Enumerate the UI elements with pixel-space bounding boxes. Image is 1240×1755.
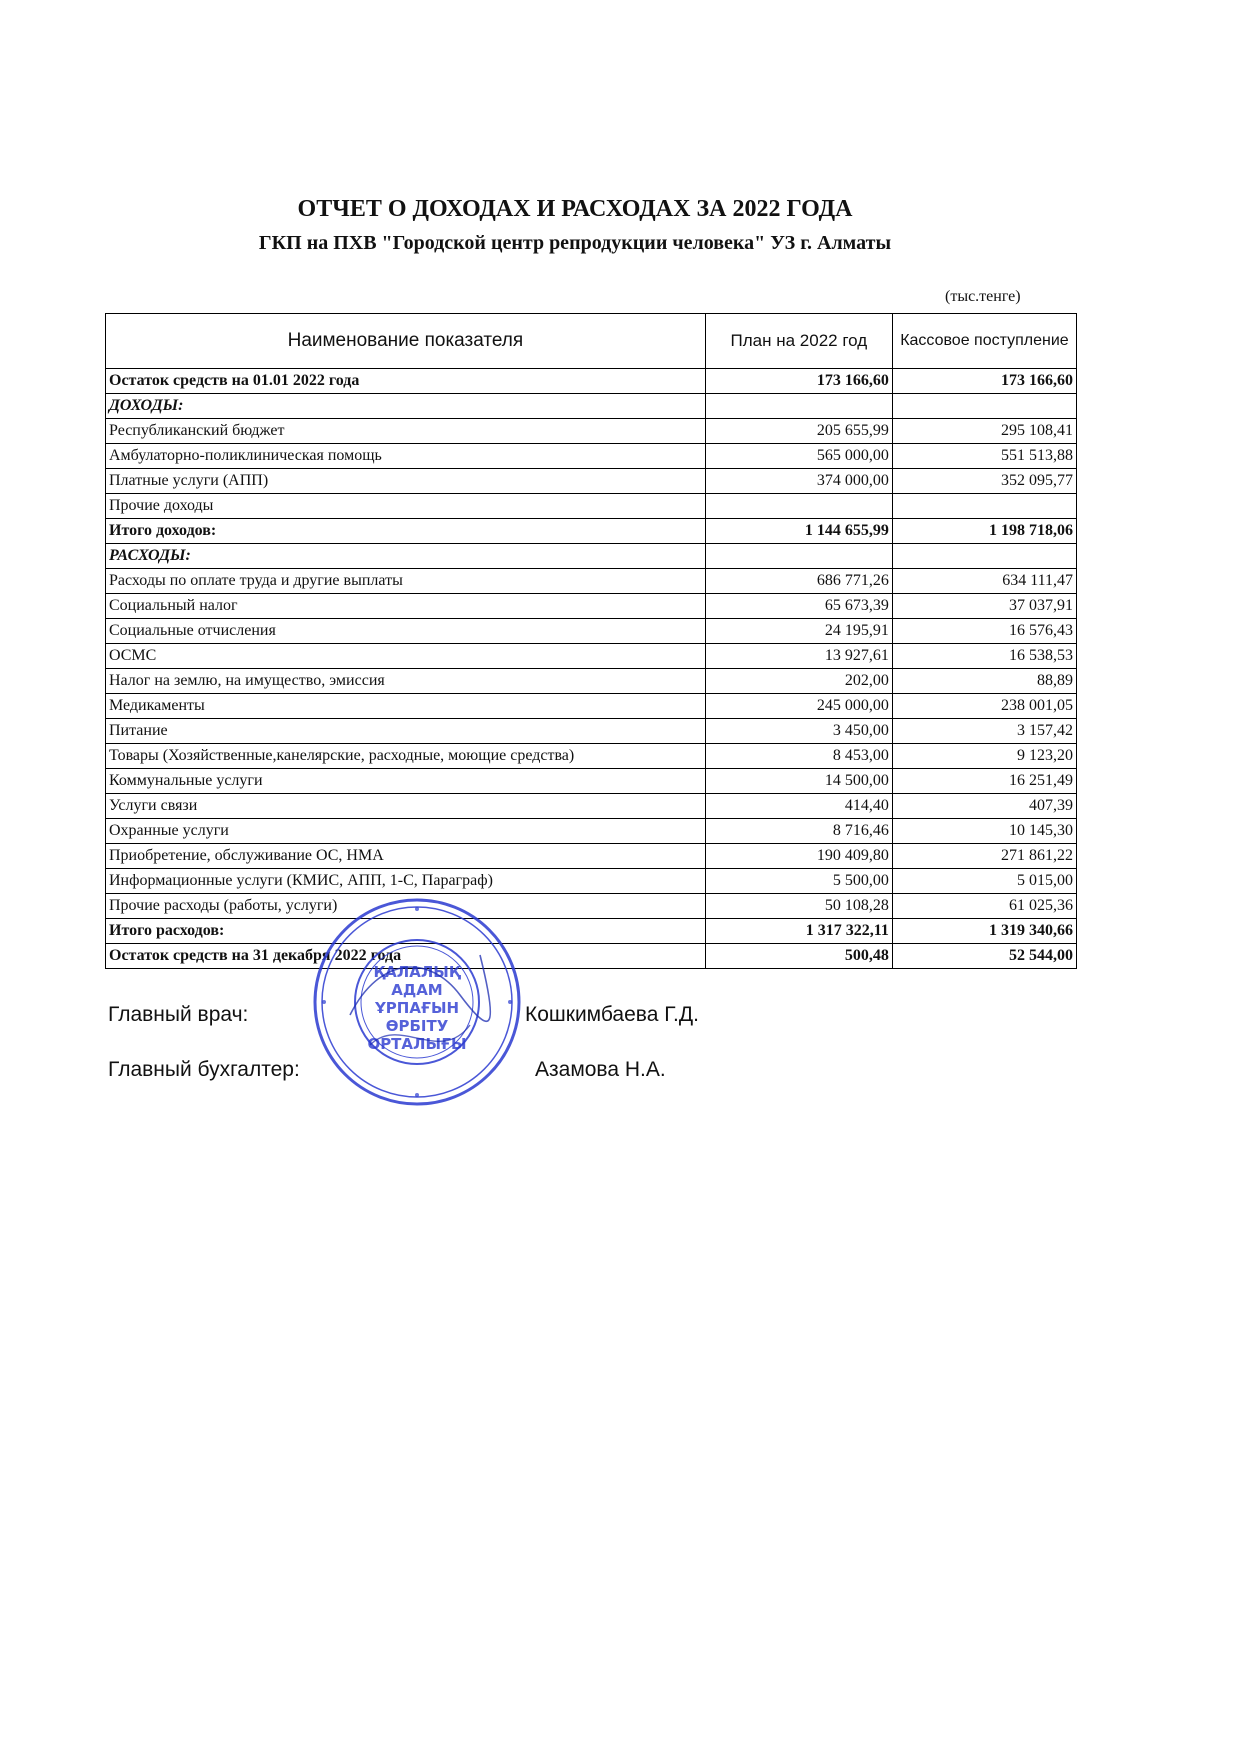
cell-name: Информационные услуги (КМИС, АПП, 1-С, Параграф) bbox=[106, 869, 706, 894]
svg-text:ҰРПАҒЫН: ҰРПАҒЫН bbox=[374, 999, 460, 1017]
table-row bbox=[106, 794, 1077, 819]
cell-cash: 551 513,88 bbox=[892, 444, 1076, 469]
table-row bbox=[106, 369, 1077, 394]
cell-cash bbox=[892, 494, 1076, 519]
table-row bbox=[106, 869, 1077, 894]
chief-doctor-label: Главный врач: bbox=[108, 1003, 249, 1026]
cell-plan bbox=[705, 494, 892, 519]
units-label: (тыс.тенге) bbox=[945, 288, 1021, 305]
cell-plan: 190 409,80 bbox=[705, 844, 892, 869]
table-row bbox=[106, 394, 1077, 419]
table-row bbox=[106, 419, 1077, 444]
table-row bbox=[106, 744, 1077, 769]
cell-cash: 16 576,43 bbox=[892, 619, 1076, 644]
cell-plan bbox=[705, 544, 892, 569]
cell-plan: 8 453,00 bbox=[705, 744, 892, 769]
table-row bbox=[106, 694, 1077, 719]
cell-plan: 24 195,91 bbox=[705, 619, 892, 644]
header-plan: План на 2022 год bbox=[705, 314, 892, 369]
official-stamp bbox=[310, 895, 525, 1110]
report-title: ОТЧЕТ О ДОХОДАХ И РАСХОДАХ ЗА 2022 ГОДА bbox=[297, 196, 853, 222]
cell-name: ОСМС bbox=[106, 644, 706, 669]
table-row bbox=[106, 769, 1077, 794]
report-subtitle: ГКП на ПХВ "Городской центр репродукции человека" УЗ г. Алматы bbox=[258, 232, 892, 254]
cell-plan: 374 000,00 bbox=[705, 469, 892, 494]
svg-text:ӨРБІТУ: ӨРБІТУ bbox=[385, 1017, 449, 1035]
cell-cash: 634 111,47 bbox=[892, 569, 1076, 594]
cell-name: Прочие расходы (работы, услуги) bbox=[106, 894, 706, 919]
cell-cash bbox=[892, 544, 1076, 569]
cell-cash: 9 123,20 bbox=[892, 744, 1076, 769]
cell-plan: 245 000,00 bbox=[705, 694, 892, 719]
cell-name: РАСХОДЫ: bbox=[106, 544, 706, 569]
report-table bbox=[105, 313, 1077, 969]
cell-name: Социальный налог bbox=[106, 594, 706, 619]
cell-cash: 173 166,60 bbox=[892, 369, 1076, 394]
cell-cash: 88,89 bbox=[892, 669, 1076, 694]
cell-plan: 205 655,99 bbox=[705, 419, 892, 444]
table-row bbox=[106, 619, 1077, 644]
cell-name: Расходы по оплате труда и другие выплаты bbox=[106, 569, 706, 594]
table-header-row bbox=[106, 314, 1077, 369]
cell-cash: 1 198 718,06 bbox=[892, 519, 1076, 544]
cell-plan: 1 144 655,99 bbox=[705, 519, 892, 544]
cell-cash: 16 538,53 bbox=[892, 644, 1076, 669]
cell-name: Итого расходов: bbox=[106, 919, 706, 944]
cell-plan: 202,00 bbox=[705, 669, 892, 694]
cell-plan: 3 450,00 bbox=[705, 719, 892, 744]
table-row bbox=[106, 719, 1077, 744]
cell-cash: 61 025,36 bbox=[892, 894, 1076, 919]
cell-name: Коммунальные услуги bbox=[106, 769, 706, 794]
table-row bbox=[106, 519, 1077, 544]
cell-plan: 13 927,61 bbox=[705, 644, 892, 669]
cell-cash: 52 544,00 bbox=[892, 944, 1076, 969]
table-row bbox=[106, 444, 1077, 469]
table-row bbox=[106, 544, 1077, 569]
cell-cash: 407,39 bbox=[892, 794, 1076, 819]
cell-cash: 352 095,77 bbox=[892, 469, 1076, 494]
cell-name: Остаток средств на 31 декабря 2022 года bbox=[106, 944, 706, 969]
svg-text:ОРТАЛЫҒЫ: ОРТАЛЫҒЫ bbox=[367, 1035, 467, 1053]
table-row bbox=[106, 944, 1077, 969]
cell-cash: 16 251,49 bbox=[892, 769, 1076, 794]
cell-plan bbox=[705, 394, 892, 419]
cell-plan: 414,40 bbox=[705, 794, 892, 819]
svg-text:ҚАЛАЛЫҚ: ҚАЛАЛЫҚ bbox=[373, 963, 461, 981]
table-body bbox=[106, 369, 1077, 969]
cell-name: Налог на землю, на имущество, эмиссия bbox=[106, 669, 706, 694]
cell-name: Республиканский бюджет bbox=[106, 419, 706, 444]
cell-plan: 686 771,26 bbox=[705, 569, 892, 594]
chief-accountant-label: Главный бухгалтер: bbox=[108, 1058, 300, 1081]
cell-plan: 65 673,39 bbox=[705, 594, 892, 619]
chief-doctor-name: Кошкимбаева Г.Д. bbox=[525, 1003, 699, 1026]
table-row bbox=[106, 844, 1077, 869]
cell-name: Прочие доходы bbox=[106, 494, 706, 519]
header-cash: Кассовое поступление bbox=[892, 314, 1076, 369]
cell-name: Итого доходов: bbox=[106, 519, 706, 544]
table-row bbox=[106, 469, 1077, 494]
cell-name: Платные услуги (АПП) bbox=[106, 469, 706, 494]
table-row bbox=[106, 644, 1077, 669]
cell-name: Приобретение, обслуживание ОС, НМА bbox=[106, 844, 706, 869]
header-name: Наименование показателя bbox=[106, 314, 706, 369]
cell-cash bbox=[892, 394, 1076, 419]
cell-cash: 37 037,91 bbox=[892, 594, 1076, 619]
cell-cash: 271 861,22 bbox=[892, 844, 1076, 869]
cell-cash: 295 108,41 bbox=[892, 419, 1076, 444]
cell-name: Товары (Хозяйственные,канелярские, расходные, моющие средства) bbox=[106, 744, 706, 769]
cell-name: Медикаменты bbox=[106, 694, 706, 719]
cell-plan: 1 317 322,11 bbox=[705, 919, 892, 944]
table-row bbox=[106, 669, 1077, 694]
cell-cash: 5 015,00 bbox=[892, 869, 1076, 894]
cell-plan: 565 000,00 bbox=[705, 444, 892, 469]
cell-plan: 14 500,00 bbox=[705, 769, 892, 794]
cell-name: Охранные услуги bbox=[106, 819, 706, 844]
table-row bbox=[106, 494, 1077, 519]
cell-name: Амбулаторно-поликлиническая помощь bbox=[106, 444, 706, 469]
cell-name: Остаток средств на 01.01 2022 года bbox=[106, 369, 706, 394]
chief-accountant-name: Азамова Н.А. bbox=[535, 1058, 666, 1081]
cell-name: Социальные отчисления bbox=[106, 619, 706, 644]
cell-cash: 3 157,42 bbox=[892, 719, 1076, 744]
cell-cash: 10 145,30 bbox=[892, 819, 1076, 844]
cell-plan: 50 108,28 bbox=[705, 894, 892, 919]
cell-name: ДОХОДЫ: bbox=[106, 394, 706, 419]
cell-plan: 500,48 bbox=[705, 944, 892, 969]
table-row bbox=[106, 919, 1077, 944]
svg-text:АДАМ: АДАМ bbox=[391, 981, 443, 999]
table-row bbox=[106, 894, 1077, 919]
table-row bbox=[106, 819, 1077, 844]
table-row bbox=[106, 569, 1077, 594]
table-row bbox=[106, 594, 1077, 619]
cell-name: Питание bbox=[106, 719, 706, 744]
cell-cash: 238 001,05 bbox=[892, 694, 1076, 719]
cell-name: Услуги связи bbox=[106, 794, 706, 819]
cell-plan: 5 500,00 bbox=[705, 869, 892, 894]
cell-plan: 173 166,60 bbox=[705, 369, 892, 394]
cell-plan: 8 716,46 bbox=[705, 819, 892, 844]
cell-cash: 1 319 340,66 bbox=[892, 919, 1076, 944]
